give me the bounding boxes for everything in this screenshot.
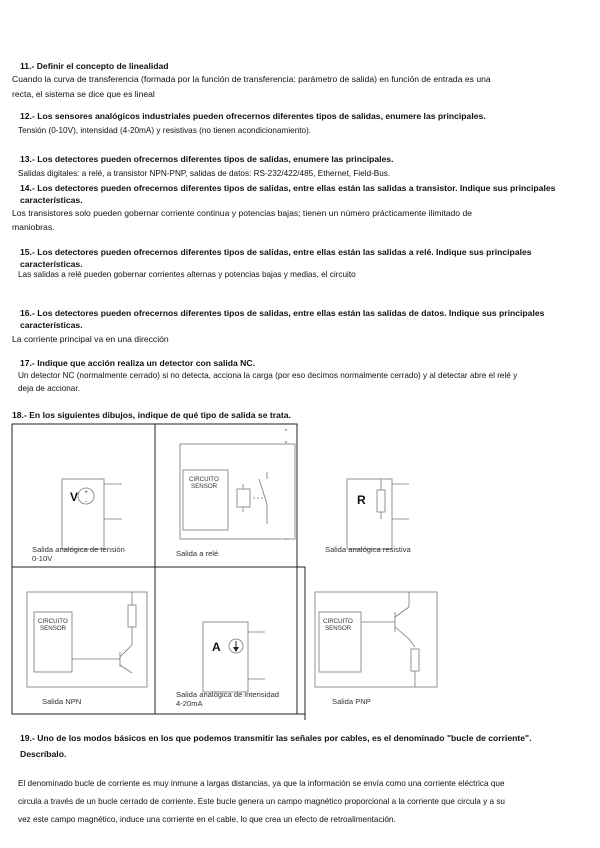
q19-title-line2: Descríbalo.	[20, 749, 67, 759]
q14-title-line1: 14.- Los detectores pueden ofrecernos diferentes tipos de salidas, entre ellas están las salidas a transistor. Indique sus principales	[20, 183, 556, 193]
q19-answer-line2: circula a través de un bucle cerrado de corriente. Este bucle genera un campo magnético proporcional a la corriente que circula y a su	[18, 797, 505, 806]
npn-diagram	[12, 567, 155, 714]
q19-title-line1: 19.- Uno de los modos básicos en los que podemos transmitir las señales por cables, es el denominado "bucle de corriente".	[20, 733, 532, 743]
q15-title-line2: características.	[20, 259, 83, 269]
q13-title: 13.- Los detectores pueden ofrecernos diferentes tipos de salidas, enumere las principales.	[20, 154, 394, 164]
q16-title-line2: características.	[20, 320, 83, 330]
pnp-circuit-label-line2: SENSOR	[325, 625, 352, 632]
svg-text:+: +	[84, 489, 88, 496]
q11-answer-line1: Cuando la curva de transferencia (formada por la función de transferencia: parámetro de salida) en función de entrada es una	[12, 74, 491, 84]
npn-caption: Salida NPN	[42, 697, 82, 706]
q14-answer-line2: maniobras.	[12, 222, 55, 232]
rele-circuit-label-line2: SENSOR	[191, 483, 218, 490]
q18-title: 18.- En los siguientes dibujos, indique de qué tipo de salida se trata.	[12, 410, 291, 420]
q11-title: 11.- Definir el concepto de linealidad	[20, 61, 169, 71]
q14-answer-line1: Los transistores solo pueden gobernar corriente continua y potencias bajas; tienen un número prácticamente ilimitado de	[12, 208, 473, 218]
q15-answer: Las salidas a relé pueden gobernar corrientes alternas y potencias bajas y medias, el circuito	[18, 270, 356, 279]
q14-title-line2: características.	[20, 195, 83, 205]
intensidad-caption-line1: Salida analógica de intensidad	[176, 690, 280, 699]
q17-answer-line1: Un detector NC (normalmente cerrado) si no detecta, acciona la carga (por eso decimos normalmente cerrado) y al detectar abre el relé y	[18, 371, 518, 380]
rele-diagram	[155, 424, 297, 567]
resistiva-caption: Salida analógica resistiva	[325, 545, 411, 554]
q11-answer-line2: recta, el sistema se dice que es lineal	[12, 89, 155, 99]
rele-circuit-label-line1: CIRCUITO	[189, 476, 219, 483]
q19-answer-line1: El denominado bucle de corriente es muy inmune a largas distancias, ya que la información se envía como una corriente eléctrica que	[18, 779, 505, 788]
rele-caption: Salida a relé	[176, 549, 219, 558]
intensidad-caption-line2: 4-20mA	[176, 699, 203, 708]
q16-answer: La corriente principal va en una dirección	[12, 334, 169, 344]
q16-title-line1: 16.- Los detectores pueden ofrecernos diferentes tipos de salidas, entre ellas están las salidas de datos. Indique sus principales	[20, 308, 545, 318]
npn-circuit-label-line1: CIRCUITO	[38, 618, 68, 625]
pnp-caption: Salida PNP	[332, 697, 371, 706]
q19-answer-line3: vez este campo magnético, induce una corriente en el cable, lo que crea un efecto de retroalimentación.	[18, 815, 396, 824]
q12-answer: Tensión (0-10V), intensidad (4-20mA) y resistivas (no tienen acondicionamiento).	[18, 126, 312, 135]
pnp-circuit-label-line1: CIRCUITO	[323, 618, 353, 625]
tension-caption-line1: Salida analógica de tensión	[32, 545, 125, 554]
q13-answer: Salidas digitales: a relé, a transistor NPN-PNP, salidas de datos: RS-232/422/485, Ethernet, Field-Bus.	[18, 169, 391, 178]
q17-answer-line2: deja de accionar.	[18, 384, 80, 393]
resistiva-symbol: R	[357, 493, 366, 507]
intensidad-symbol: A	[212, 640, 221, 654]
tension-symbol: V	[70, 490, 79, 504]
svg-text:-: -	[84, 498, 88, 505]
tension-caption-line2: 0-10V	[32, 554, 53, 563]
npn-circuit-label-line2: SENSOR	[40, 625, 67, 632]
q15-title-line1: 15.- Los detectores pueden ofrecernos diferentes tipos de salidas, entre ellas están las salidas a relé. Indique sus principales	[20, 247, 532, 257]
q12-title: 12.- Los sensores analógicos industriales pueden ofrecernos diferentes tipos de salidas, enumere las principales.	[20, 111, 486, 121]
pnp-diagram	[305, 567, 448, 714]
q17-title: 17.- Indique que acción realiza un detector con salida NC.	[20, 358, 255, 368]
